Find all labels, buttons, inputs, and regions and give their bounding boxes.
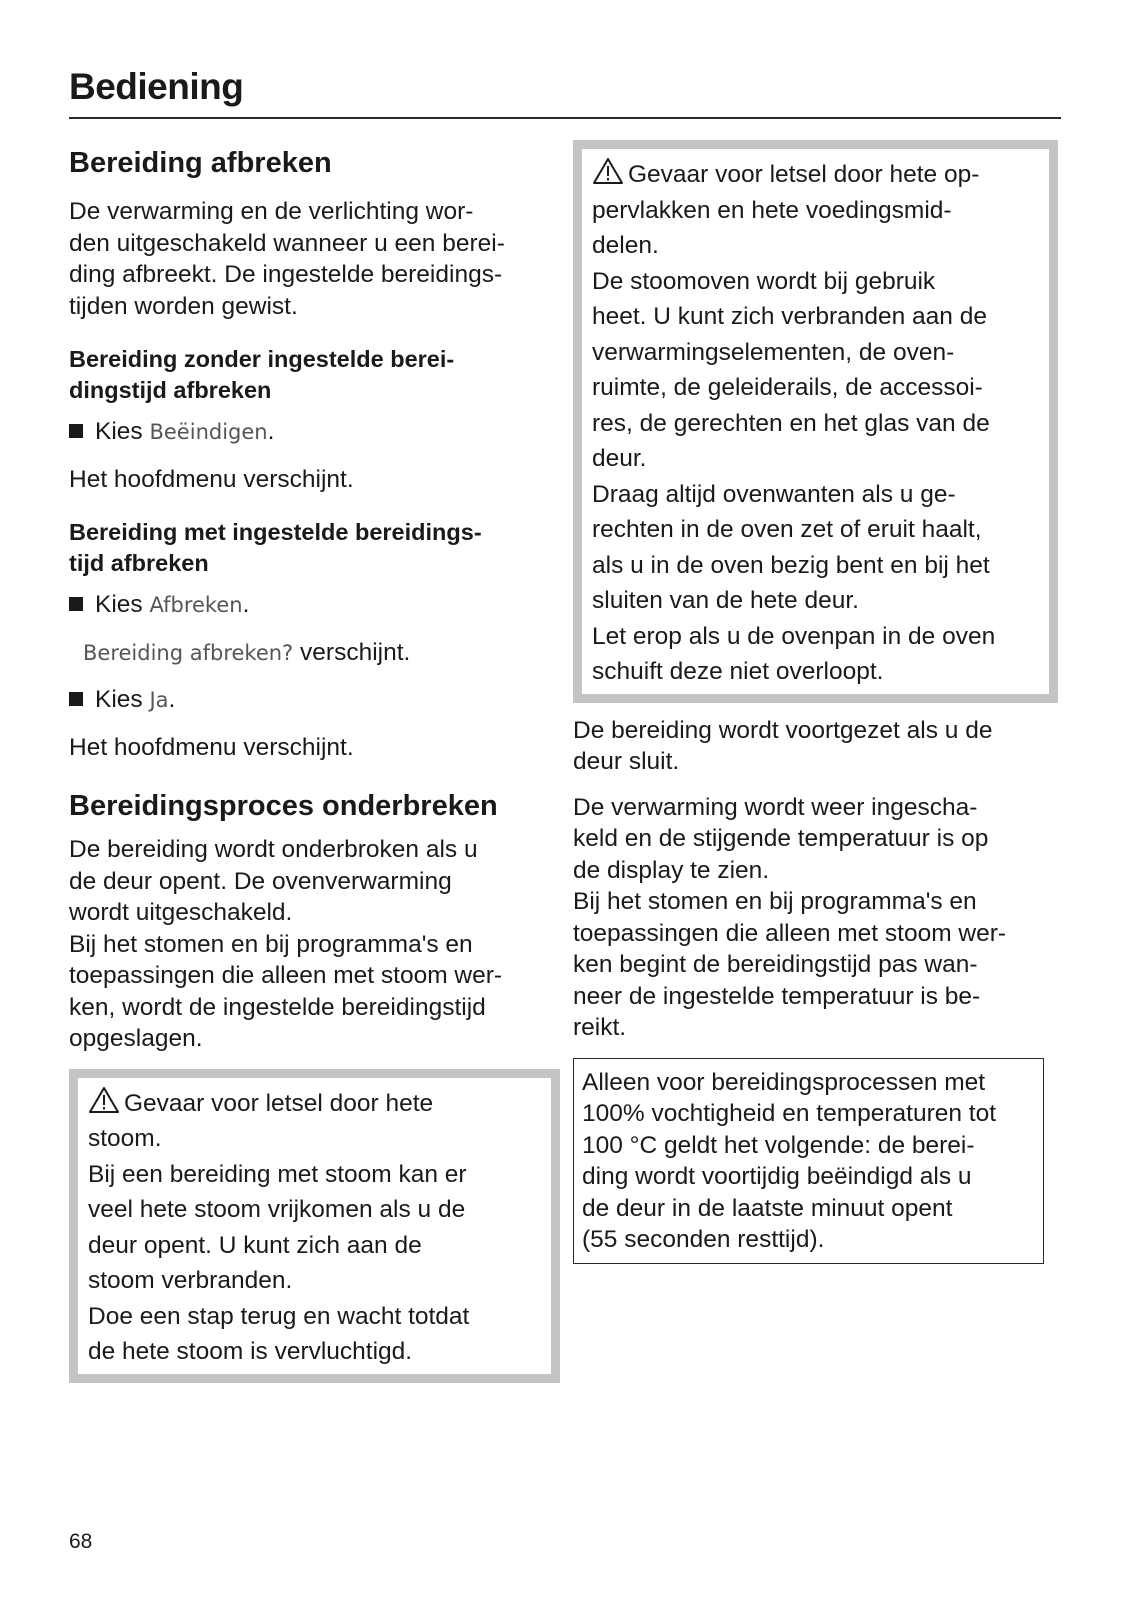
text-line: de hete stoom is vervluchtigd. [88, 1338, 413, 1365]
step-suffix: . [168, 686, 176, 713]
display-text-afbreken: Afbreken [149, 593, 243, 617]
warning-title [592, 157, 1037, 262]
text-line: Doe een stap terug en wacht totdat [88, 1302, 470, 1330]
display-text-bereiding-afbreken: Bereiding afbreken? [83, 640, 294, 665]
text-line: 100 °C geldt het volgende: de berei- [582, 1131, 975, 1159]
paragraph-continue [573, 715, 1043, 778]
warning-triangle-icon [592, 157, 624, 185]
text-line: keld en de stijgende temperatuur is op [573, 825, 989, 852]
text-line: (55 seconden resttijd). [582, 1226, 825, 1253]
text-line: de deur opent. De ovenverwarming [69, 867, 452, 895]
step-prefix: Kies [95, 418, 143, 445]
text-line: De bereiding wordt onderbroken als u [69, 836, 478, 863]
text-line: dingstijd afbreken [69, 377, 272, 403]
text-line: Let erop als u de ovenpan in de oven [592, 622, 996, 650]
section-heading-bereiding-afbreken: Bereiding afbreken [69, 147, 332, 179]
text-line: De verwarming wordt weer ingescha- [573, 793, 978, 821]
text-line: de deur in de laatste minuut opent [582, 1194, 953, 1222]
warning-title-text: Gevaar voor letsel door hete [124, 1089, 434, 1117]
text-line: veel hete stoom vrijkomen als u de [88, 1196, 466, 1223]
step-kies-afbreken [69, 589, 553, 622]
text-line: De verwarming en de verlichting wor- [69, 198, 474, 225]
step-text [95, 589, 249, 622]
warning-title-text: Gevaar voor letsel door hete op- [628, 161, 980, 188]
step-suffix: . [267, 418, 275, 445]
warning-box-steam [69, 1069, 560, 1383]
sub1-heading [69, 344, 553, 406]
text-line: ding afbreekt. De ingestelde bereidings- [69, 261, 503, 288]
text-line: de display te zien. [573, 856, 770, 884]
text-line: sluiten van de hete deur. [592, 587, 859, 614]
display-text-ja: Ja [149, 688, 169, 712]
section2-body [69, 834, 553, 1055]
step-kies-ja [69, 684, 553, 717]
text-line: Bij het stomen en bij programma's en [69, 930, 473, 958]
text-line: neer de ingestelde temperatuur is be- [573, 982, 981, 1010]
warning-p1 [592, 266, 1037, 475]
right-column [573, 140, 1043, 1264]
text-line: deur sluit. [573, 748, 680, 775]
text-line: De stoomoven wordt bij gebruik [592, 267, 936, 295]
text-line: als u in de oven bezig bent en bij het [592, 551, 990, 579]
bullet-square-icon [69, 597, 83, 611]
prompt-text [69, 637, 553, 670]
display-text-beeindigen: Beëindigen [149, 420, 268, 444]
text-line: 100% vochtigheid en temperaturen tot [582, 1100, 997, 1127]
text-line: deur opent. U kunt zich aan de [88, 1231, 422, 1259]
text-line: pervlakken en hete voedingsmid- [592, 196, 952, 224]
step-prefix: Kies [95, 591, 143, 618]
text-line: delen. [592, 232, 659, 259]
sub2-heading [69, 517, 553, 579]
text-line: rechten in de oven zet of eruit haalt, [592, 516, 982, 543]
text-line: deur. [592, 445, 647, 472]
warning-box-hot-surfaces [573, 140, 1058, 703]
result-text: Het hoofdmenu verschijnt. [69, 733, 354, 761]
step-text [95, 684, 175, 717]
text-line: schuift deze niet overloopt. [592, 658, 884, 685]
step-suffix: . [242, 591, 250, 618]
text-line: stoom. [88, 1125, 162, 1152]
step-kies-beeindigen [69, 416, 553, 449]
text-line: ken begint de bereidingstijd pas wan- [573, 951, 978, 978]
text-line: opgeslagen. [69, 1025, 203, 1052]
warning-p3 [592, 621, 1037, 688]
text-line: ken, wordt de ingestelde bereidingstijd [69, 993, 486, 1021]
text-line: Draag altijd ovenwanten als u ge- [592, 480, 956, 508]
text-line: tijden worden gewist. [69, 292, 298, 320]
text-line: res, de gerechten en het glas van de [592, 409, 990, 437]
text-line: ruimte, de geleiderails, de accessoi- [592, 374, 983, 401]
text-line [592, 157, 1037, 191]
paragraph-heating [573, 792, 1043, 1044]
warning-p2 [592, 479, 1037, 617]
section-heading-bereidingsproces-onderbreken: Bereidingsproces onderbreken [69, 790, 498, 822]
title-rule [69, 117, 1061, 119]
left-column [69, 140, 553, 1383]
text-line: De bereiding wordt voortgezet als u de [573, 716, 993, 744]
section1-intro [69, 196, 553, 322]
bullet-square-icon [69, 424, 83, 438]
text-line: wordt uitgeschakeld. [69, 899, 293, 926]
text-line: heet. U kunt zich verbranden aan de [592, 303, 987, 330]
text-line: toepassingen die alleen met stoom wer- [573, 919, 1007, 947]
warning-triangle-icon [88, 1086, 120, 1114]
result-text: Het hoofdmenu verschijnt. [69, 465, 354, 493]
text-line [88, 1086, 539, 1120]
text-line: reikt. [573, 1014, 627, 1041]
step-text [95, 416, 274, 449]
note-box [573, 1058, 1044, 1264]
text-line: Bij een bereiding met stoom kan er [88, 1160, 467, 1188]
text-line: Bereiding met ingestelde bereidings- [69, 519, 482, 545]
page-number: 68 [69, 1530, 93, 1553]
warning-p2 [88, 1301, 539, 1368]
page-title: Bediening [69, 66, 244, 107]
text-line: stoom verbranden. [88, 1267, 293, 1294]
bullet-square-icon [69, 692, 83, 706]
step-prefix: Kies [95, 686, 143, 713]
text-line: ding wordt voortijdig beëindigd als u [582, 1163, 972, 1190]
text-line: den uitgeschakeld wanneer u een berei- [69, 229, 505, 257]
prompt-suffix: verschijnt. [300, 638, 411, 666]
text-line: Bij het stomen en bij programma's en [573, 888, 977, 915]
text-line: Bereiding zonder ingestelde berei- [69, 346, 455, 372]
text-line: verwarmingselementen, de oven- [592, 338, 955, 366]
text-line: Alleen voor bereidingsprocessen met [582, 1068, 986, 1096]
warning-title [88, 1086, 539, 1155]
text-line: tijd afbreken [69, 550, 209, 576]
warning-p1 [88, 1159, 539, 1297]
text-line: toepassingen die alleen met stoom wer- [69, 962, 503, 989]
